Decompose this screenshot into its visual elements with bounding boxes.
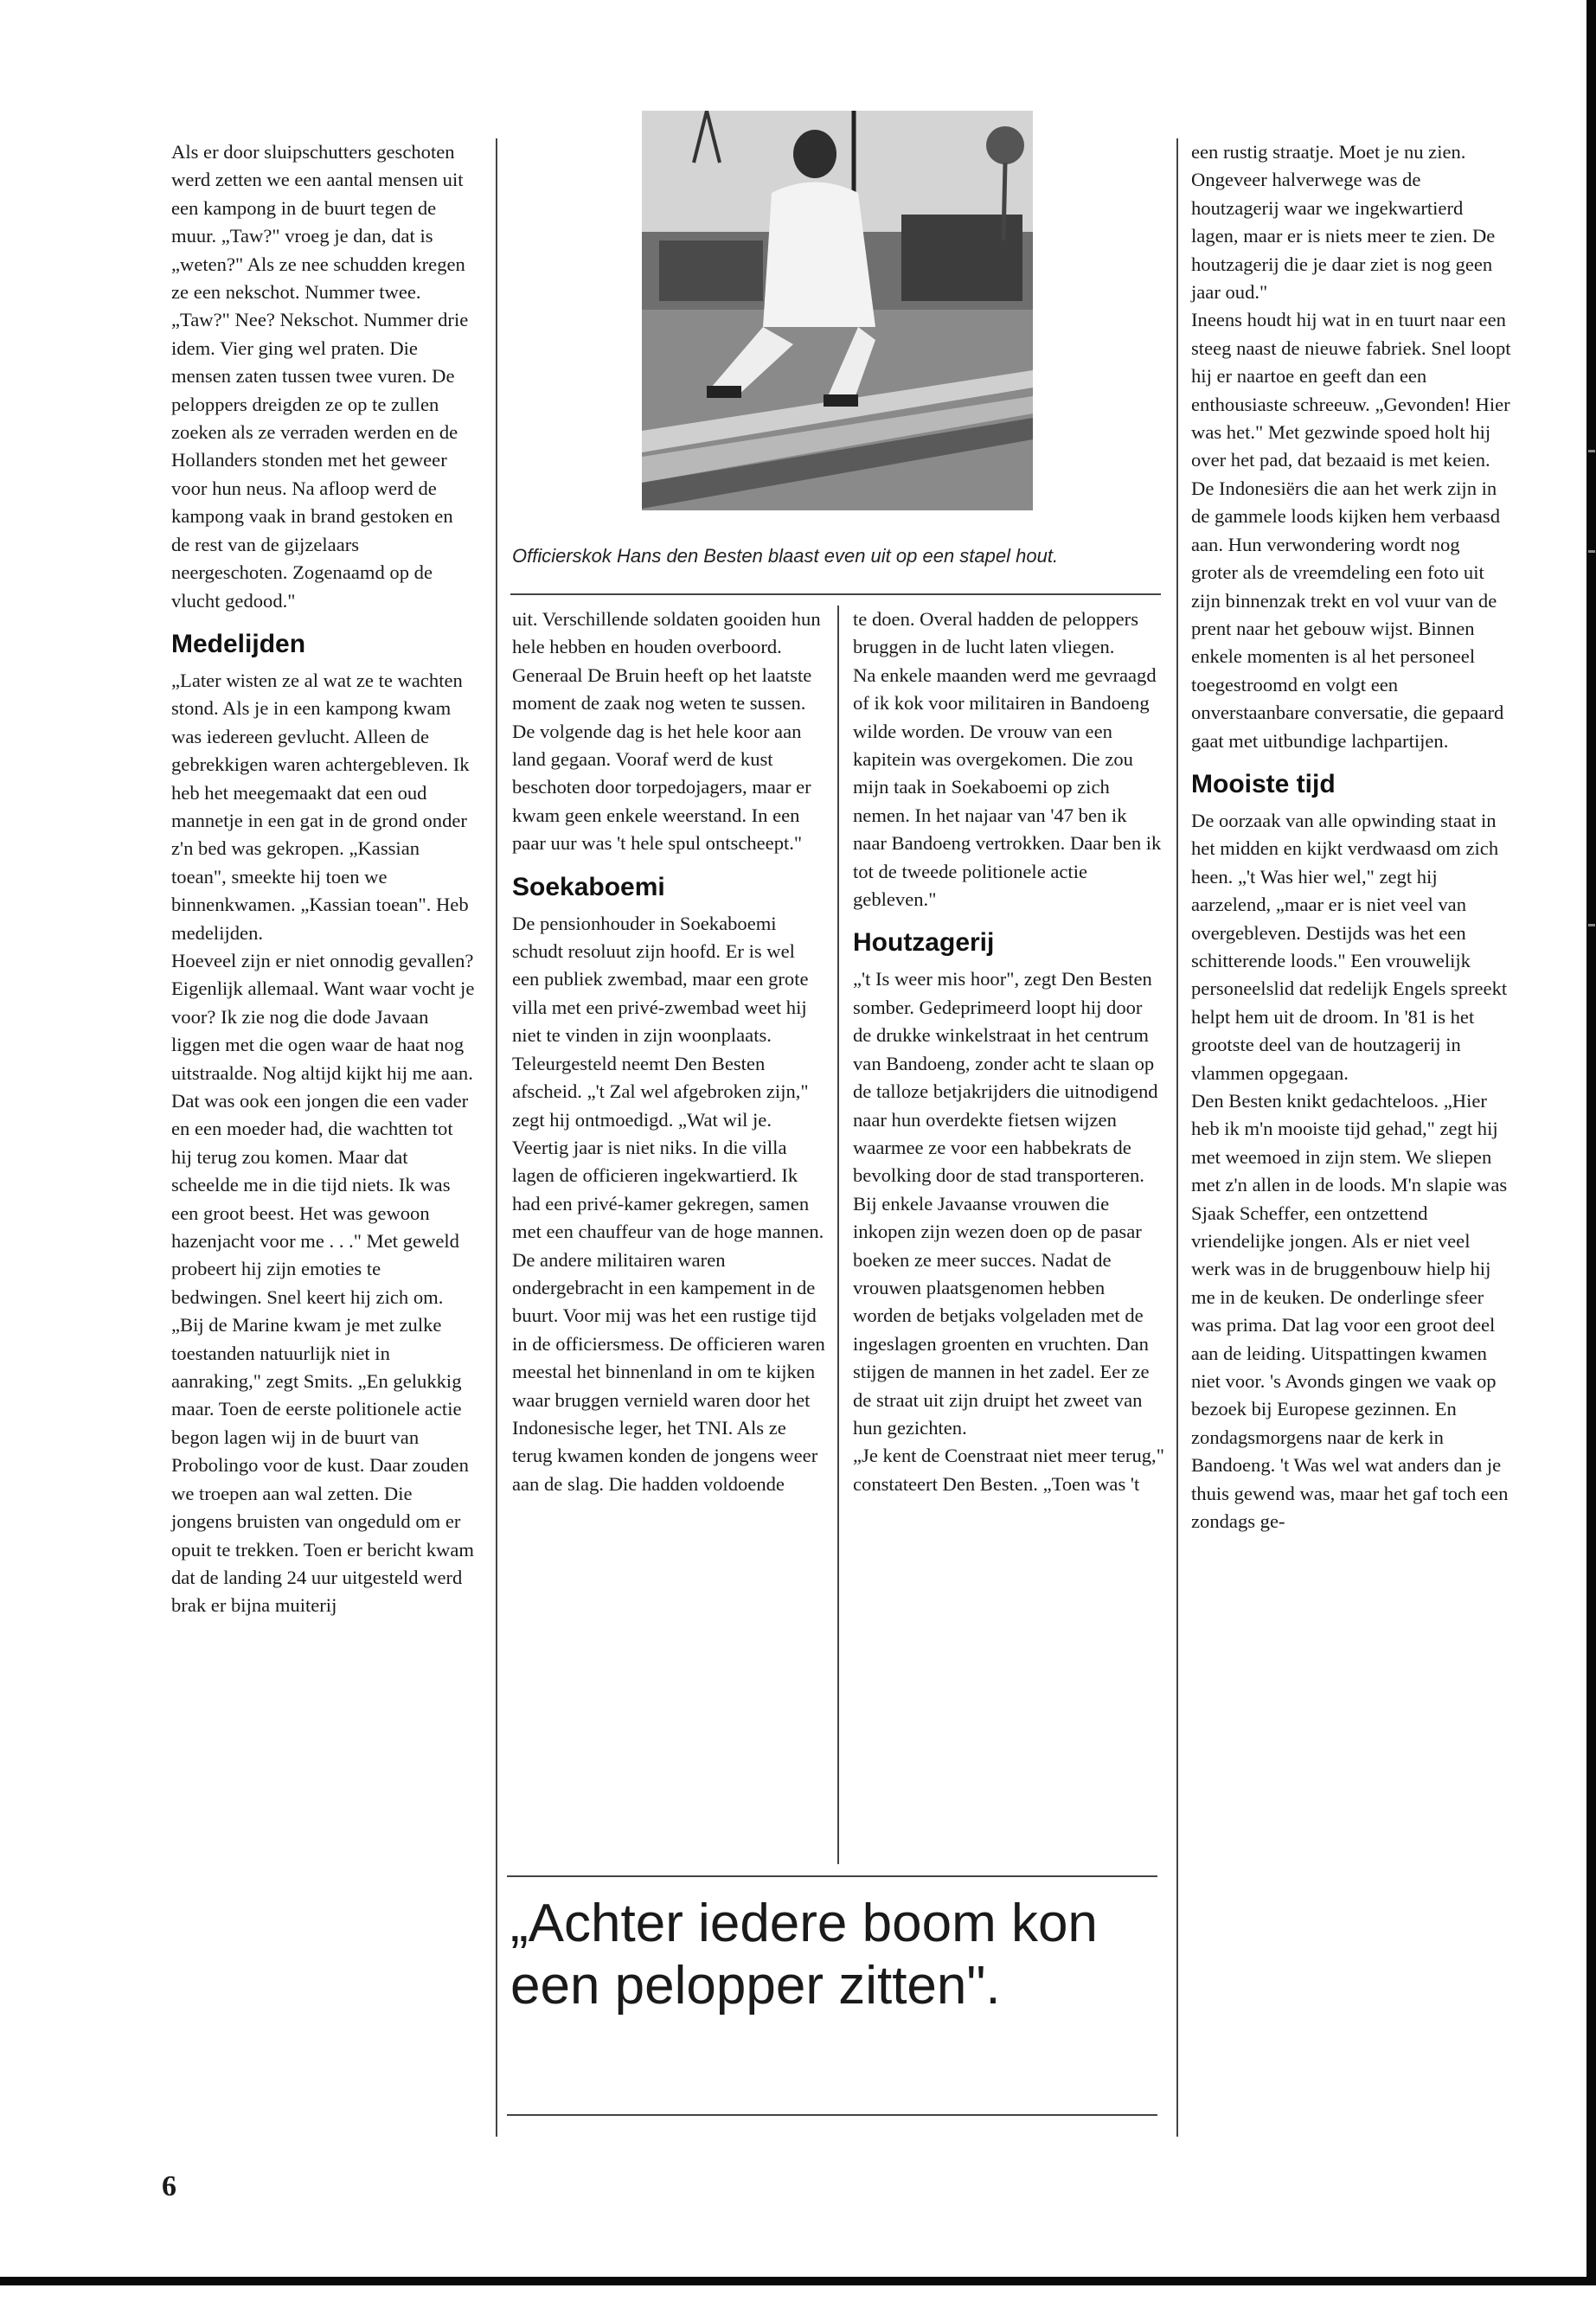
paragraph: De oorzaak van alle opwinding staat in het midden en kijkt verdwaasd om zich heen. „'t Was hier wel," zegt hij aarzelend, „maar er is niet veel van overgebleven. Destijds was het een schitterende loods." Een vrouwelijk personeelslid dat redelijk Engels spreekt helpt hem uit de droom. In '81 is het grootste deel van de houtzagerij in vlammen opgegaan.	[1191, 809, 1508, 1084]
column-3	[853, 606, 1164, 1498]
paragraph: „Je kent de Coenstraat niet meer terug," constateert Den Besten. „Toen was 't	[853, 1445, 1164, 1495]
paragraph: „Later wisten ze al wat ze te wachten stond. Als je in een kampong kwam was iedereen gevlucht. Alleen de gebrekkigen waren achtergebleven. Ik heb het meegemaakt dat een oud mannetje in een gat in de grond onder z'n bed was gekropen. „Kassian toean", smeekte hij toen we binnenkwamen. „Kassian toean". Heb medelijden.	[171, 669, 470, 944]
column-divider	[1176, 138, 1178, 2137]
section-heading-houtzagerij: Houtzagerij	[853, 928, 995, 958]
photo-cook-on-timber	[642, 111, 1033, 510]
paragraph: De pensionhouder in Soekaboemi schudt resoluut zijn hoofd. Er is wel een publiek zwembad, maar een grote villa met een privé-zwembad weet hij niet te vinden in zijn woonplaats. Teleurgesteld neemt Den Besten afscheid. „'t Zal wel afgebroken zijn," zegt hij ontmoedigd. „Wat wil je. Veertig jaar is niet niks. In die villa lagen de officieren ingekwartierd. Ik had een privé-kamer gekregen, samen met een chauffeur van de hoge mannen. De andere militairen waren ondergebracht in een kampement in de buurt. Voor mij was het een rustige tijd in de officiersmess. De officieren waren meestal het binnenland in om te kijken waar bruggen vernield waren door het Indonesische leger, het TNI. Als ze terug kwamen konden de jongens weer aan de slag. Die hadden voldoende	[512, 912, 825, 1495]
column-1	[171, 138, 476, 1620]
paragraph: Na enkele maanden werd me gevraagd of ik kok voor militairen in Bandoeng wilde worden. De vrouw van een kapitein was overgekomen. Die zou mijn taak in Soekaboemi op zich nemen. In het najaar van '47 ben ik naar Bandoeng vertrokken. Daar ben ik tot de tweede politionele actie gebleven."	[853, 663, 1162, 911]
paragraph: „'t Is weer mis hoor", zegt Den Besten somber. Gedeprimeerd loopt hij door de drukke winkelstraat in het centrum van Bandoeng, zonder acht te slaan op de talloze betjakrijders die uitnodigend naar hun overdekte fietsen wijzen waarmee ze voor een habbekrats de bevolking door de stad transporteren. Bij enkele Javaanse vrouwen die inkopen zijn wezen doen op de pasar boeken ze meer succes. Nadat de vrouwen plaatsgenomen hebben worden de betjaks volgeladen met de ingeslagen groenten en vruchten. Dan stijgen de mannen in het zadel. Eer ze de straat uit zijn druipt het zweet van hun gezichten.	[853, 968, 1158, 1439]
paragraph: „Bij de Marine kwam je met zulke toestanden natuurlijk niet in aanraking," zegt Smits. „En gelukkig maar. Toen de eerste politionele actie begon lagen wij in de buurt van Probolingo voor de kust. Daar zouden we troepen aan wal zetten. Die jongens bruisten van ongeduld om er opuit te trekken. Toen er bericht kwam dat de landing 24 uur uitgesteld werd brak er bijna muiterij	[171, 1314, 474, 1617]
paragraph: uit. Verschillende soldaten gooiden hun hele hebben en houden overboord. Generaal De Bruin heeft op het laatste moment de zaak nog weten te sussen. De volgende dag is het hele koor aan land gegaan. Vooraf werd de kust beschoten door torpedojagers, maar er kwam geen enkele weerstand. In een paar uur was 't hele spul ontscheept."	[512, 608, 821, 855]
photo-caption: Officierskok Hans den Besten blaast even uit op een stapel hout.	[512, 545, 1059, 567]
scan-edge-bottom	[0, 2277, 1596, 2285]
page-number: 6	[162, 2170, 176, 2202]
photo-illustration	[642, 111, 1033, 510]
paragraph: Als er door sluipschutters geschoten werd zetten we een aantal mensen uit een kampong in de buurt tegen de muur. „Taw?" vroeg je dan, dat is „weten?" Als ze nee schudden kregen ze een nekschot. Nummer twee. „Taw?" Nee? Nekschot. Nummer drie idem. Vier ging wel praten. Die mensen zaten tussen twee vuren. De peloppers dreigden ze op te zullen zoeken als ze verraden werden en de Hollanders stonden met het geweer voor hun neus. Na afloop werd de kampong vaak in brand gestoken en de rest van de gijzelaars neergeschoten. Zogenaamd op de vlucht gedood."	[171, 141, 469, 612]
section-heading-mooiste-tijd: Mooiste tijd	[1191, 769, 1336, 798]
section-heading-soekaboemi: Soekaboemi	[512, 872, 665, 901]
paragraph: Den Besten knikt gedachteloos. „Hier heb ik m'n mooiste tijd gehad," zegt hij met weemoed in zijn stem. We sliepen met z'n allen in de loods. M'n slapie was Sjaak Scheffer, een ontzettend vriendelijke jongen. Als er niet veel werk was in de bruggenbouw hielp hij me in de keuken. De onderlinge sfeer was prima. Dat lag voor een groot deel aan de leiding. Uitspattingen kwamen niet voor. 's Avonds gingen we vaak op bezoek bij Europese gezinnen. En zondagsmorgens naar de kerk in Bandoeng. 't Was wel wat anders dan je thuis gewend was, maar het gaf toch een zondags ge-	[1191, 1090, 1509, 1533]
paragraph: te doen. Overal hadden de peloppers bruggen in de lucht laten vliegen.	[853, 608, 1138, 658]
column-divider	[496, 138, 497, 2137]
pullquote-rule-top	[507, 1875, 1157, 1877]
paragraph: Hoeveel zijn er niet onnodig gevallen? Eigenlijk allemaal. Want waar vocht je voor? Ik zie nog die dode Javaan liggen met die ogen waar de haat nog uitstraalde. Nog altijd kijkt hij me aan. Dat was ook een jongen die een vader en een moeder had, die wachtten tot hij terug zou komen. Maar dat scheelde me in die tijd niets. Ik was een groot beest. Het was gewoon hazenjacht voor me . . ." Met geweld probeert hij zijn emoties te bedwingen. Snel keert hij zich om.	[171, 949, 475, 1308]
section-heading-medelijden: Medelijden	[171, 629, 306, 658]
pullquote-rule-bottom	[507, 2114, 1157, 2116]
scan-mark	[1588, 550, 1595, 553]
scan-mark	[1588, 924, 1595, 926]
pull-quote: „Achter iedere boom kon een pelopper zitten".	[510, 1894, 1098, 2016]
column-divider	[837, 606, 839, 1864]
caption-rule	[510, 593, 1161, 595]
scan-edge-right	[1586, 0, 1596, 2277]
column-4	[1191, 138, 1511, 1536]
paragraph: Ineens houdt hij wat in en tuurt naar een steeg naast de nieuwe fabriek. Snel loopt hij er naartoe en geeft dan een enthousiaste schreeuw. „Gevonden! Hier was het." Met gezwinde spoed holt hij over het pad, dat bezaaid is met keien. De Indonesiërs die aan het werk zijn in de gammele loods kijken hem verbaasd aan. Hun verwondering wordt nog groter als de vreemdeling een foto uit zijn binnenzak trekt en vol vuur van de prent naar het gebouw wijst. Binnen enkele momenten is al het personeel toegestroomd en volgt een onverstaanbare conversatie, die gepaard gaat met uitbundige lachpartijen.	[1191, 309, 1511, 752]
column-2	[512, 606, 825, 1498]
paragraph: een rustig straatje. Moet je nu zien. Ongeveer halverwege was de houtzagerij waar we ingekwartierd lagen, maar er is niets meer te zien. De houtzagerij die je daar ziet is nog geen jaar oud."	[1191, 141, 1496, 304]
scan-mark	[1588, 450, 1595, 452]
